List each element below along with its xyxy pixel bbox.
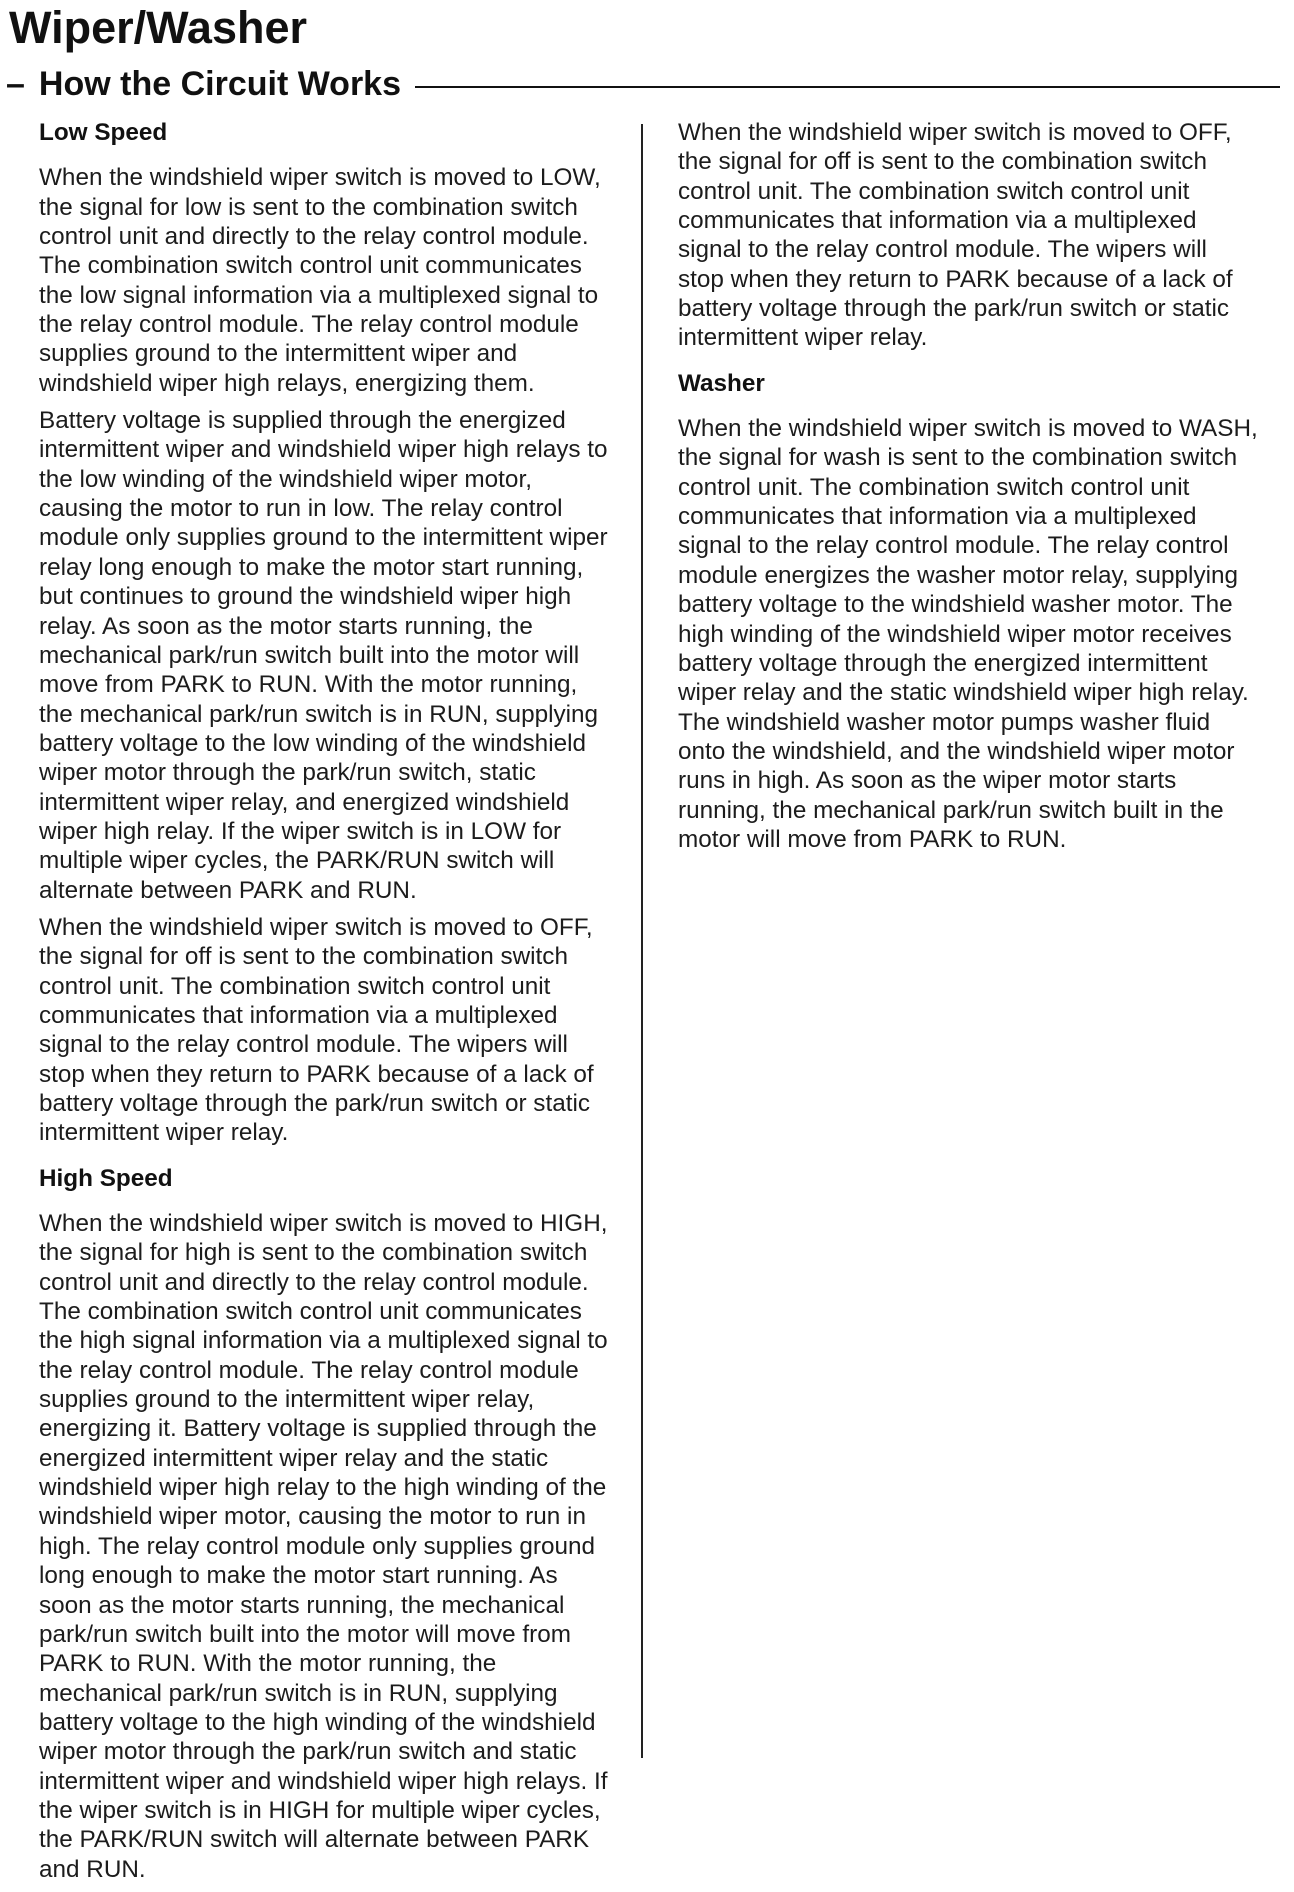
high-speed-paragraph-1: When the windshield wiper switch is moved to HIGH, the signal for high is sent to the combination switch control unit and directly to the relay control module. The combination switch control unit communicates the high signal information via a multiplexed signal to the relay control module. The relay control module supplies ground to the intermittent wiper relay, energizing it. Battery voltage is supplied through the energized intermittent wiper relay and the static windshield wiper high relay to the high winding of the windshield wiper motor, causing the motor to run in high. The relay control module only supplies ground long enough to make the motor start running. As soon as the motor starts running, the mechanical park/run switch built into the motor will move from PARK to RUN. With the motor running, the mechanical park/run switch is in RUN, supplying battery voltage to the high winding of the windshield wiper motor through the park/run switch and static intermittent wiper and windshield wiper high relays. If the wiper switch is in HIGH for multiple wiper cycles, the PARK/RUN switch will alternate between PARK and RUN.: [39, 1210, 608, 1883]
washer-heading: Washer: [678, 369, 765, 397]
page-title: Wiper/Washer: [9, 2, 307, 53]
page-subtitle: How the Circuit Works: [38, 65, 402, 103]
section-header: [6, 62, 1280, 106]
subtitle-dash: –: [6, 65, 25, 103]
high-speed-paragraph-2: When the windshield wiper switch is moved to OFF, the signal for off is sent to the combination switch control unit. The combination switch control unit communicates that information via a multiplexed signal to the relay control module. The wipers will stop when they return to PARK because of a lack of battery voltage through the park/run switch or static intermittent wiper relay.: [678, 119, 1233, 352]
low-speed-paragraph-3: When the windshield wiper switch is moved to OFF, the signal for off is sent to the combination switch control unit. The combination switch control unit communicates that information via a multiplexed signal to the relay control module. The wipers will stop when they return to PARK because of a lack of battery voltage through the park/run switch or static intermittent wiper relay.: [39, 913, 594, 1147]
low-speed-paragraph-2: Battery voltage is supplied through the energized intermittent wiper and windshield wiper high relays to the low winding of the windshield wiper motor, causing the motor to run in low. The relay control module only supplies ground to the intermittent wiper relay long enough to make the motor start running, but continues to ground the windshield wiper high relay. As soon as the motor starts running, the mechanical park/run switch built into the motor will move from PARK to RUN. With the motor running, the mechanical park/run switch is in RUN, supplying battery voltage to the low winding of the windshield wiper motor through the park/run switch, static intermittent wiper relay, and energized windshield wiper high relay. If the wiper switch is in LOW for multiple wiper cycles, the PARK/RUN switch will alternate between PARK and RUN.: [39, 407, 608, 904]
left-column: [39, 118, 617, 1892]
high-speed-heading: High Speed: [39, 1164, 173, 1192]
right-column: [678, 118, 1258, 862]
header-rule: [415, 86, 1280, 88]
washer-paragraph-1: When the windshield wiper switch is moved to WASH, the signal for wash is sent to the combination switch control unit. The combination switch control unit communicates that information via a multiplexed signal to the relay control module. The relay control module energizes the washer motor relay, supplying battery voltage to the windshield washer motor. The high winding of the windshield wiper motor receives battery voltage through the energized intermittent wiper relay and the static windshield wiper high relay. The windshield washer motor pumps washer fluid onto the windshield, and the windshield wiper motor runs in high. As soon as the wiper motor starts running, the mechanical park/run switch built in the motor will move from PARK to RUN.: [678, 415, 1258, 853]
low-speed-heading: Low Speed: [39, 119, 168, 146]
column-divider: [641, 124, 643, 1758]
low-speed-paragraph-1: When the windshield wiper switch is moved to LOW, the signal for low is sent to the combination switch control unit and directly to the relay control module. The combination switch control unit communicates the low signal information via a multiplexed signal to the relay control module. The relay control module supplies ground to the intermittent wiper and windshield wiper high relays, energizing them.: [39, 164, 601, 397]
